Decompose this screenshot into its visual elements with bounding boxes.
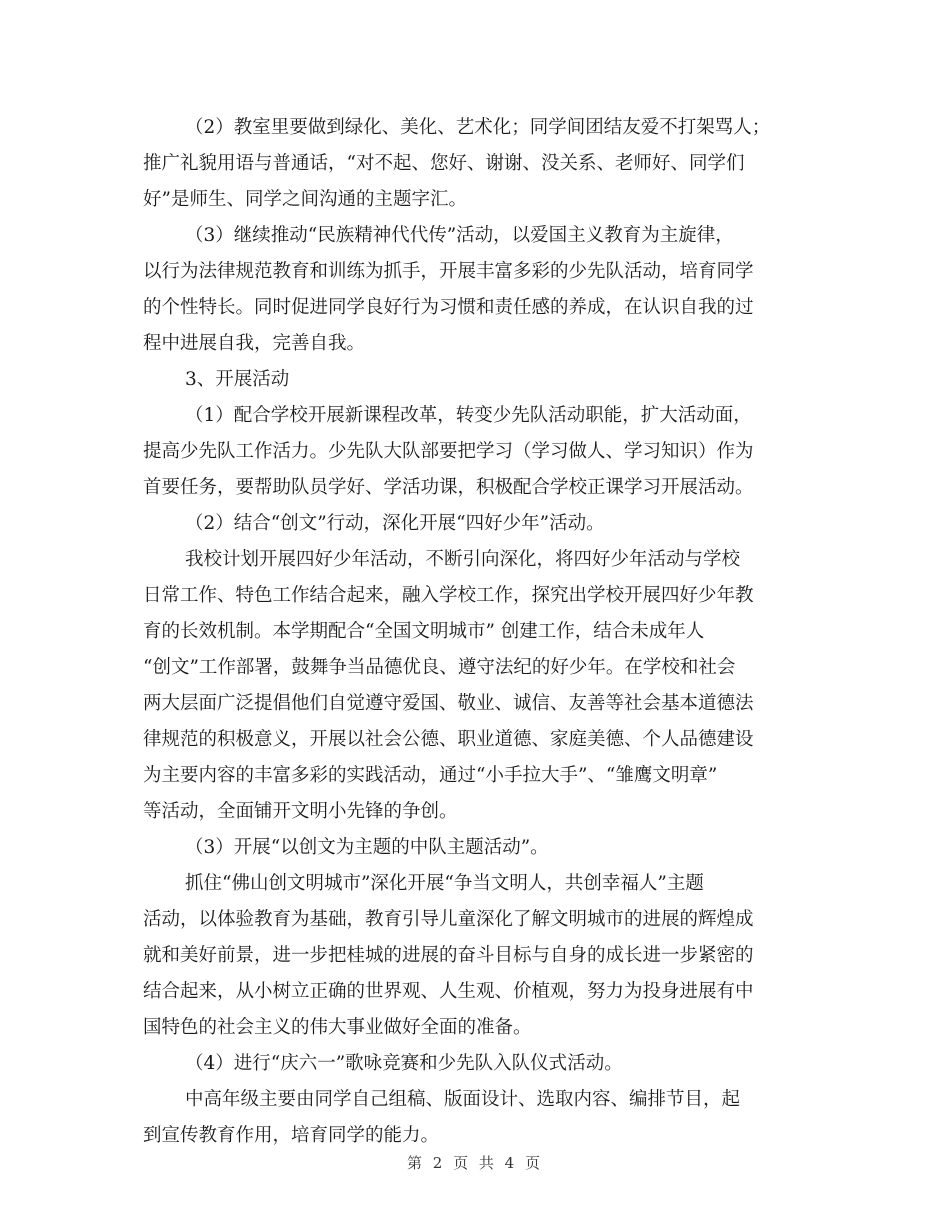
page-number: 第 2 页 共 4 页: [407, 1154, 543, 1172]
paragraph-senior-grades: [143, 1082, 808, 1154]
text-line: 的个性特长。同时促进同学良好行为习惯和责任感的养成，在认识自我的过: [143, 297, 754, 318]
text-line: “创文”工作部署，鼓舞争当品德优良、遵守法纪的好少年。在学校和社会: [143, 657, 736, 678]
text-line: 育的长效机制。本学期配合“全国文明城市” 创建工作，结合未成年人: [143, 621, 705, 642]
text-line: 就和美好前景，进一步把桂城的进展的奋斗目标与自身的成长进一步紧密的: [143, 945, 754, 966]
paragraph-classroom: [143, 110, 808, 218]
paragraph-curriculum-reform: [143, 398, 808, 506]
text-line: 律规范的积极意义，开展以社会公德、职业道德、家庭美德、个人品德建设: [143, 729, 754, 750]
text-line: 推广礼貌用语与普通话，“对不起、您好、谢谢、没关系、老师好、同学们: [143, 153, 745, 174]
text-line: （3）继续推动“民族精神代代传”活动，以爱国主义教育为主旋律，: [185, 225, 734, 246]
text-line: 日常工作、特色工作结合起来，融入学校工作，探究出学校开展四好少年教: [143, 585, 754, 606]
text-line: 到宣传教育作用，培育同学的能力。: [143, 1125, 440, 1146]
paragraph-foshan-civilized-city: [143, 866, 808, 1046]
text-line: （1）配合学校开展新课程改革，转变少先队活动职能，扩大活动面，: [185, 405, 752, 426]
text-line: （2）结合“创文”行动，深化开展“四好少年”活动。: [185, 513, 605, 534]
text-line: （4）进行“庆六一”歌咏竞赛和少先队入队仪式活动。: [185, 1053, 623, 1074]
text-line: 国特色的社会主义的伟大事业做好全面的准备。: [143, 1017, 532, 1038]
section-heading-activities: [143, 362, 808, 398]
section-heading: 3、开展活动: [185, 369, 290, 390]
text-line: 为主要内容的丰富多彩的实践活动，通过“小手拉大手”、“雏鹰文明章”: [143, 765, 718, 786]
text-line: 我校计划开展四好少年活动，不断引向深化，将四好少年活动与学校: [185, 549, 741, 570]
text-line: 抓住“佛山创文明城市”深化开展“争当文明人，共创幸福人”主题: [185, 873, 704, 894]
text-line: 提高少先队工作活力。少先队大队部要把学习（学习做人、学习知识）作为: [143, 441, 754, 462]
paragraph-four-good-youth: [143, 542, 808, 830]
paragraph-childrens-day-heading: [143, 1046, 808, 1082]
text-line: 两大层面广泛提倡他们自觉遵守爱国、敬业、诚信、友善等社会基本道德法: [143, 693, 754, 714]
text-line: 结合起来，从小树立正确的世界观、人生观、价植观，努力为投身进展有中: [143, 981, 754, 1002]
text-line: 活动，以体验教育为基础，教育引导儿童深化了解文明城市的进展的辉煌成: [143, 909, 754, 930]
text-line: 好”是师生、同学之间沟通的主题字汇。: [143, 189, 467, 210]
text-line: 以行为法律规范教育和训练为抓手，开展丰富多彩的少先队活动，培育同学: [143, 261, 754, 282]
text-line: 首要任务，要帮助队员学好、学活功课，积极配合学校正课学习开展活动。: [143, 477, 754, 498]
paragraph-squad-theme-heading: [143, 830, 808, 866]
text-line: 中高年级主要由同学自己组稿、版面设计、选取内容、编排节目，起: [185, 1089, 741, 1110]
text-line: （2）教室里要做到绿化、美化、艺术化；同学间团结友爱不打架骂人；: [185, 117, 771, 138]
paragraph-chuangwen-heading: [143, 506, 808, 542]
text-line: 程中进展自我，完善自我。: [143, 333, 366, 354]
text-line: 等活动，全面铺开文明小先锋的争创。: [143, 801, 458, 822]
document-body: [143, 110, 808, 1154]
paragraph-national-spirit: [143, 218, 808, 362]
text-line: （3）开展“以创文为主题的中队主题活动”。: [185, 837, 549, 858]
